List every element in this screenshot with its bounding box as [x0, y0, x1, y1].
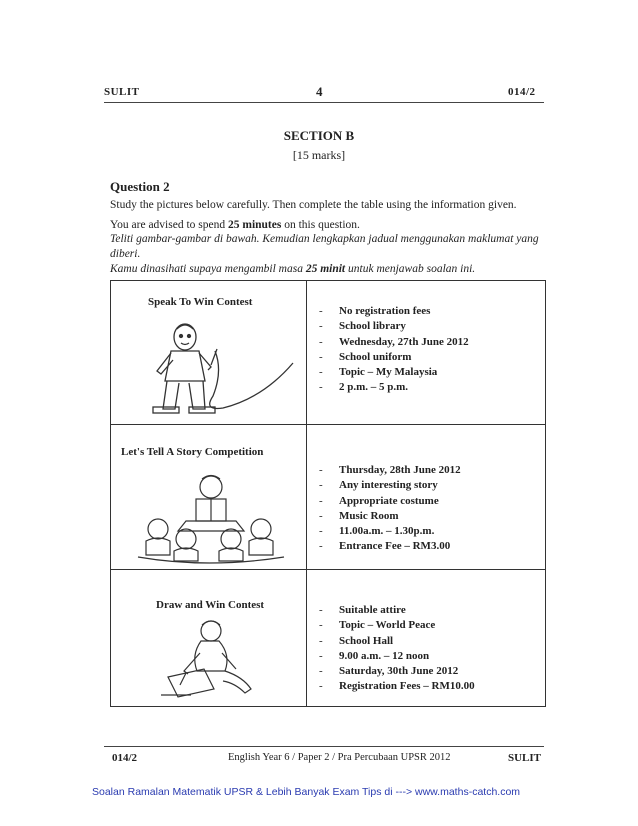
- table-row-divider: [111, 569, 545, 570]
- child-drawing-picture: [156, 619, 271, 699]
- fact-item: - Appropriate costume: [319, 494, 461, 509]
- fact-list-speak: [319, 304, 469, 396]
- paper-code: 014/2: [508, 86, 536, 98]
- fact-item: - Topic – My Malaysia: [319, 365, 469, 380]
- fact-item: - No registration fees: [319, 304, 469, 319]
- header-sulit: SULIT: [104, 86, 140, 98]
- footer-rule: [104, 746, 544, 747]
- contest-title-story: Let's Tell A Story Competition: [121, 446, 264, 458]
- fact-item: - Topic – World Peace: [319, 618, 475, 633]
- question-title: Question 2: [110, 179, 170, 194]
- fact-item: - Registration Fees – RM10.00: [319, 679, 475, 694]
- instruction-malay-2: Kamu dinasihati supaya mengambil masa 25 minit untuk menjawab soalan ini.: [110, 263, 476, 275]
- section-title: SECTION B: [283, 128, 355, 143]
- fact-item: - Thursday, 28th June 2012: [319, 463, 461, 478]
- contest-table: [110, 280, 546, 707]
- footer-sulit: SULIT: [508, 752, 542, 764]
- fact-item: - Music Room: [319, 509, 461, 524]
- fact-item: - Any interesting story: [319, 478, 461, 493]
- table-row-divider: [111, 424, 545, 425]
- table-divider: [306, 281, 307, 706]
- instruction-malay-1: Teliti gambar-gambar di bawah. Kemudian lengkapkan jadual menggunakan maklumat yang diberi.: [110, 233, 539, 260]
- footer-code: 014/2: [112, 752, 138, 764]
- fact-item: - School uniform: [319, 350, 469, 365]
- page-number: 4: [316, 84, 323, 99]
- source-credit: Soalan Ramalan Matematik UPSR & Lebih Banyak Exam Tips di ---> www.maths-catch.com: [92, 786, 521, 798]
- contest-title-speak: Speak To Win Contest: [148, 296, 253, 308]
- instruction-line-2: You are advised to spend 25 minutes on this question.: [110, 219, 360, 231]
- fact-list-story: [319, 463, 461, 555]
- fact-item: - Wednesday, 27th June 2012: [319, 335, 469, 350]
- header-rule: [104, 102, 544, 103]
- fact-item: - School Hall: [319, 634, 475, 649]
- fact-item: - Entrance Fee – RM3.00: [319, 539, 461, 554]
- fact-item: - 11.00a.m. – 1.30p.m.: [319, 524, 461, 539]
- boy-with-microphone-picture: [123, 319, 303, 419]
- section-marks: [15 marks]: [292, 148, 346, 162]
- fact-item: - 2 p.m. – 5 p.m.: [319, 380, 469, 395]
- fact-item: - Suitable attire: [319, 603, 475, 618]
- fact-item: - 9.00 a.m. – 12 noon: [319, 649, 475, 664]
- fact-item: - Saturday, 30th June 2012: [319, 664, 475, 679]
- fact-list-draw: [319, 603, 475, 695]
- footer-paper-info: English Year 6 / Paper 2 / Pra Percubaan UPSR 2012: [228, 752, 451, 763]
- instruction-line-1: Study the pictures below carefully. Then complete the table using the information given.: [110, 199, 517, 211]
- storytelling-children-picture: [136, 469, 286, 564]
- fact-item: - School library: [319, 319, 469, 334]
- contest-title-draw: Draw and Win Contest: [156, 599, 265, 611]
